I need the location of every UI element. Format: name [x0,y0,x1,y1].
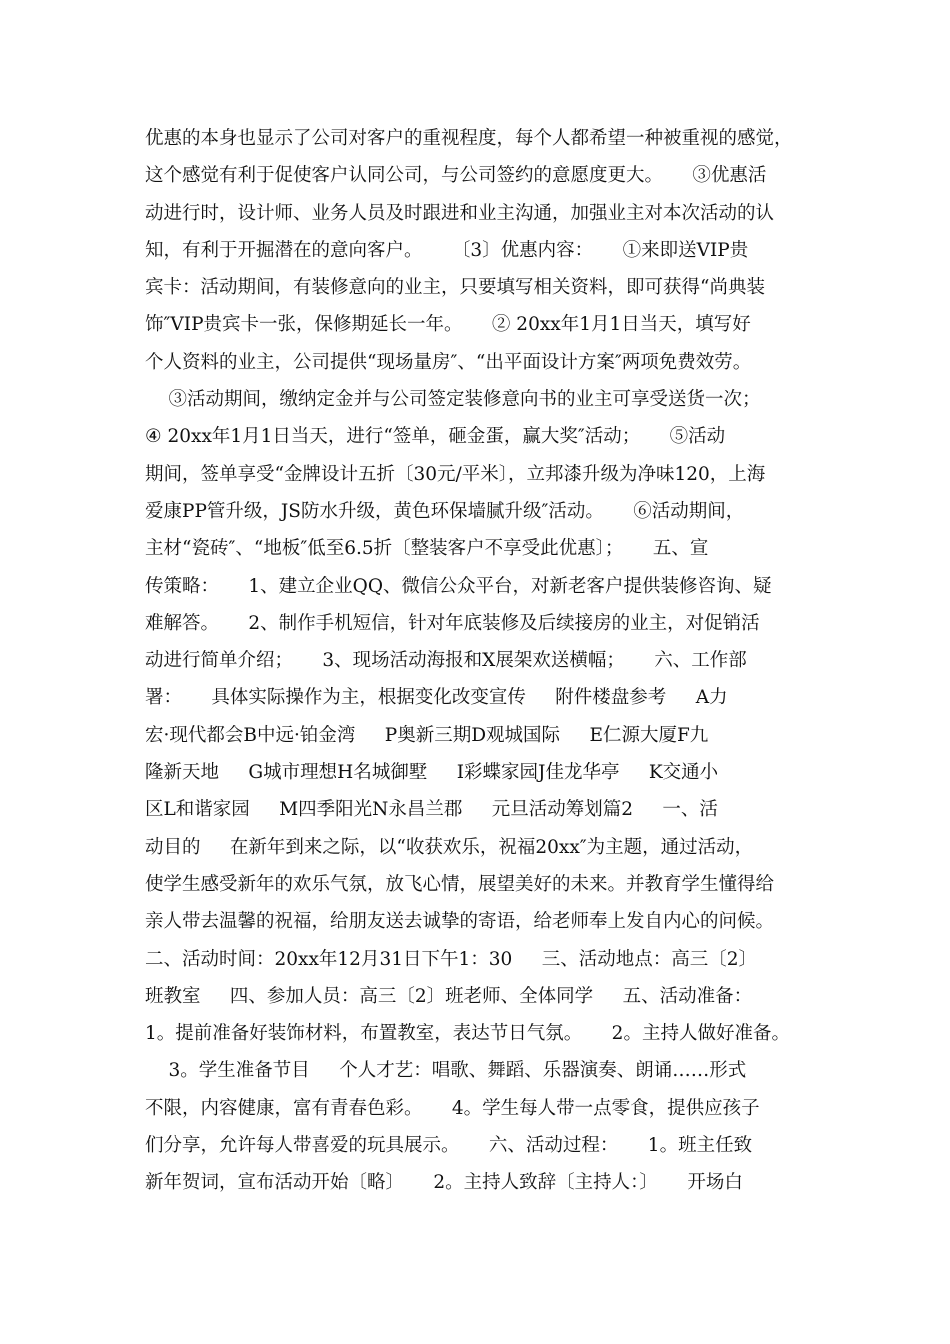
text-line: ④ 20xx年1月1日当天，进行“签单，砸金蛋，赢大奖″活动； ⑤活动 [145,426,726,448]
text-line: 宾卡：活动期间，有装修意向的业主，只要填写相关资料，即可获得“尚典装 [145,277,765,299]
text-line: 二、活动时间：20xx年12月31日下午1：30 三、活动地点：高三〔2〕 [145,948,757,970]
text-line: 期间，签单享受“金牌设计五折〔30元/平米〕，立邦漆升级为净味120，上海 [145,463,766,485]
text-line: 优惠的本身也显示了公司对客户的重视程度，每个人都希望一种被重视的感觉， [145,128,793,149]
text-line: ③活动期间，缴纳定金并与公司签定装修意向书的业主可享受送货一次； [145,389,761,411]
text-line: 们分享，允许每人带喜爱的玩具展示。 六、活动过程： 1。班主任致 [145,1135,753,1157]
text-line: 这个感觉有利于促使客户认同公司，与公司签约的意愿度更大。 ③优惠活 [145,165,767,187]
text-line: 使学生感受新年的欢乐气氛，放飞心情，展望美好的未来。并教育学生懂得给 [145,873,775,895]
text-line: 署： 具体实际操作为主，根据变化改变宣传 附件楼盘参考 A力 [145,687,728,709]
text-line: 动目的 在新年到来之际，以“收获欢乐，祝福20xx″为主题，通过活动， [145,836,754,858]
text-line: 爱康PP管升级，JS防水升级，黄色环保墙腻升级″活动。 ⑥活动期间， [145,500,745,522]
text-line: 3。学生准备节目 个人才艺：唱歌、舞蹈、乐器演奏、朗诵……形式 [145,1060,747,1082]
text-line: 难解答。 2、制作手机短信，针对年底装修及后续接房的业主，对促销活 [145,612,760,634]
text-line: 1。提前准备好装饰材料，布置教室，表达节日气氛。 2。主持人做好准备。 [145,1023,790,1045]
text-line: 饰″VIP贵宾卡一张，保修期延长一年。 ② 20xx年1月1日当天，填写好 [145,314,751,336]
text-line: 不限，内容健康，富有青春色彩。 4。学生每人带一点零食，提供应孩子 [145,1097,760,1119]
text-line: 亲人带去温馨的祝福，给朋友送去诚挚的寄语，给老师奉上发自内心的问候。 [145,911,775,933]
text-line: 宏·现代都会B中远·铂金湾 P奥新三期D观城国际 E仁源大厦F九 [145,724,709,746]
text-line: 新年贺词，宣布活动开始〔略〕 2。主持人致辞〔主持人：〕 开场白 [145,1172,743,1194]
text-line: 隆新天地 G城市理想H名城御墅 I彩蝶家园J佳龙华亭 K交通小 [145,762,719,784]
text-line: 知，有利于开掘潜在的意向客户。 〔3〕优惠内容： ①来即送VIP贵 [145,239,749,261]
text-line: 主材“瓷砖″、“地板″低至6.5折〔整装客户不享受此优惠〕； 五、宣 [145,538,709,560]
text-line: 区L和谐家园 M四季阳光N永昌兰郡 元旦活动筹划篇2 一、活 [145,799,718,821]
text-line: 动进行时，设计师、业务人员及时跟进和业主沟通，加强业主对本次活动的认 [145,202,775,224]
text-line: 动进行简单介绍； 3、现场活动海报和X展架欢送横幅； 六、工作部 [145,650,747,672]
text-line: 个人资料的业主，公司提供“现场量房″、“出平面设计方案″两项免费效劳。 [145,351,752,373]
body-text [145,120,835,1202]
text-line: 传策略： 1、建立企业QQ、微信公众平台，对新老客户提供装修咨询、疑 [145,575,772,597]
text-line: 班教室 四、参加人员：高三〔2〕班老师、全体同学 五、活动准备： [145,985,753,1007]
